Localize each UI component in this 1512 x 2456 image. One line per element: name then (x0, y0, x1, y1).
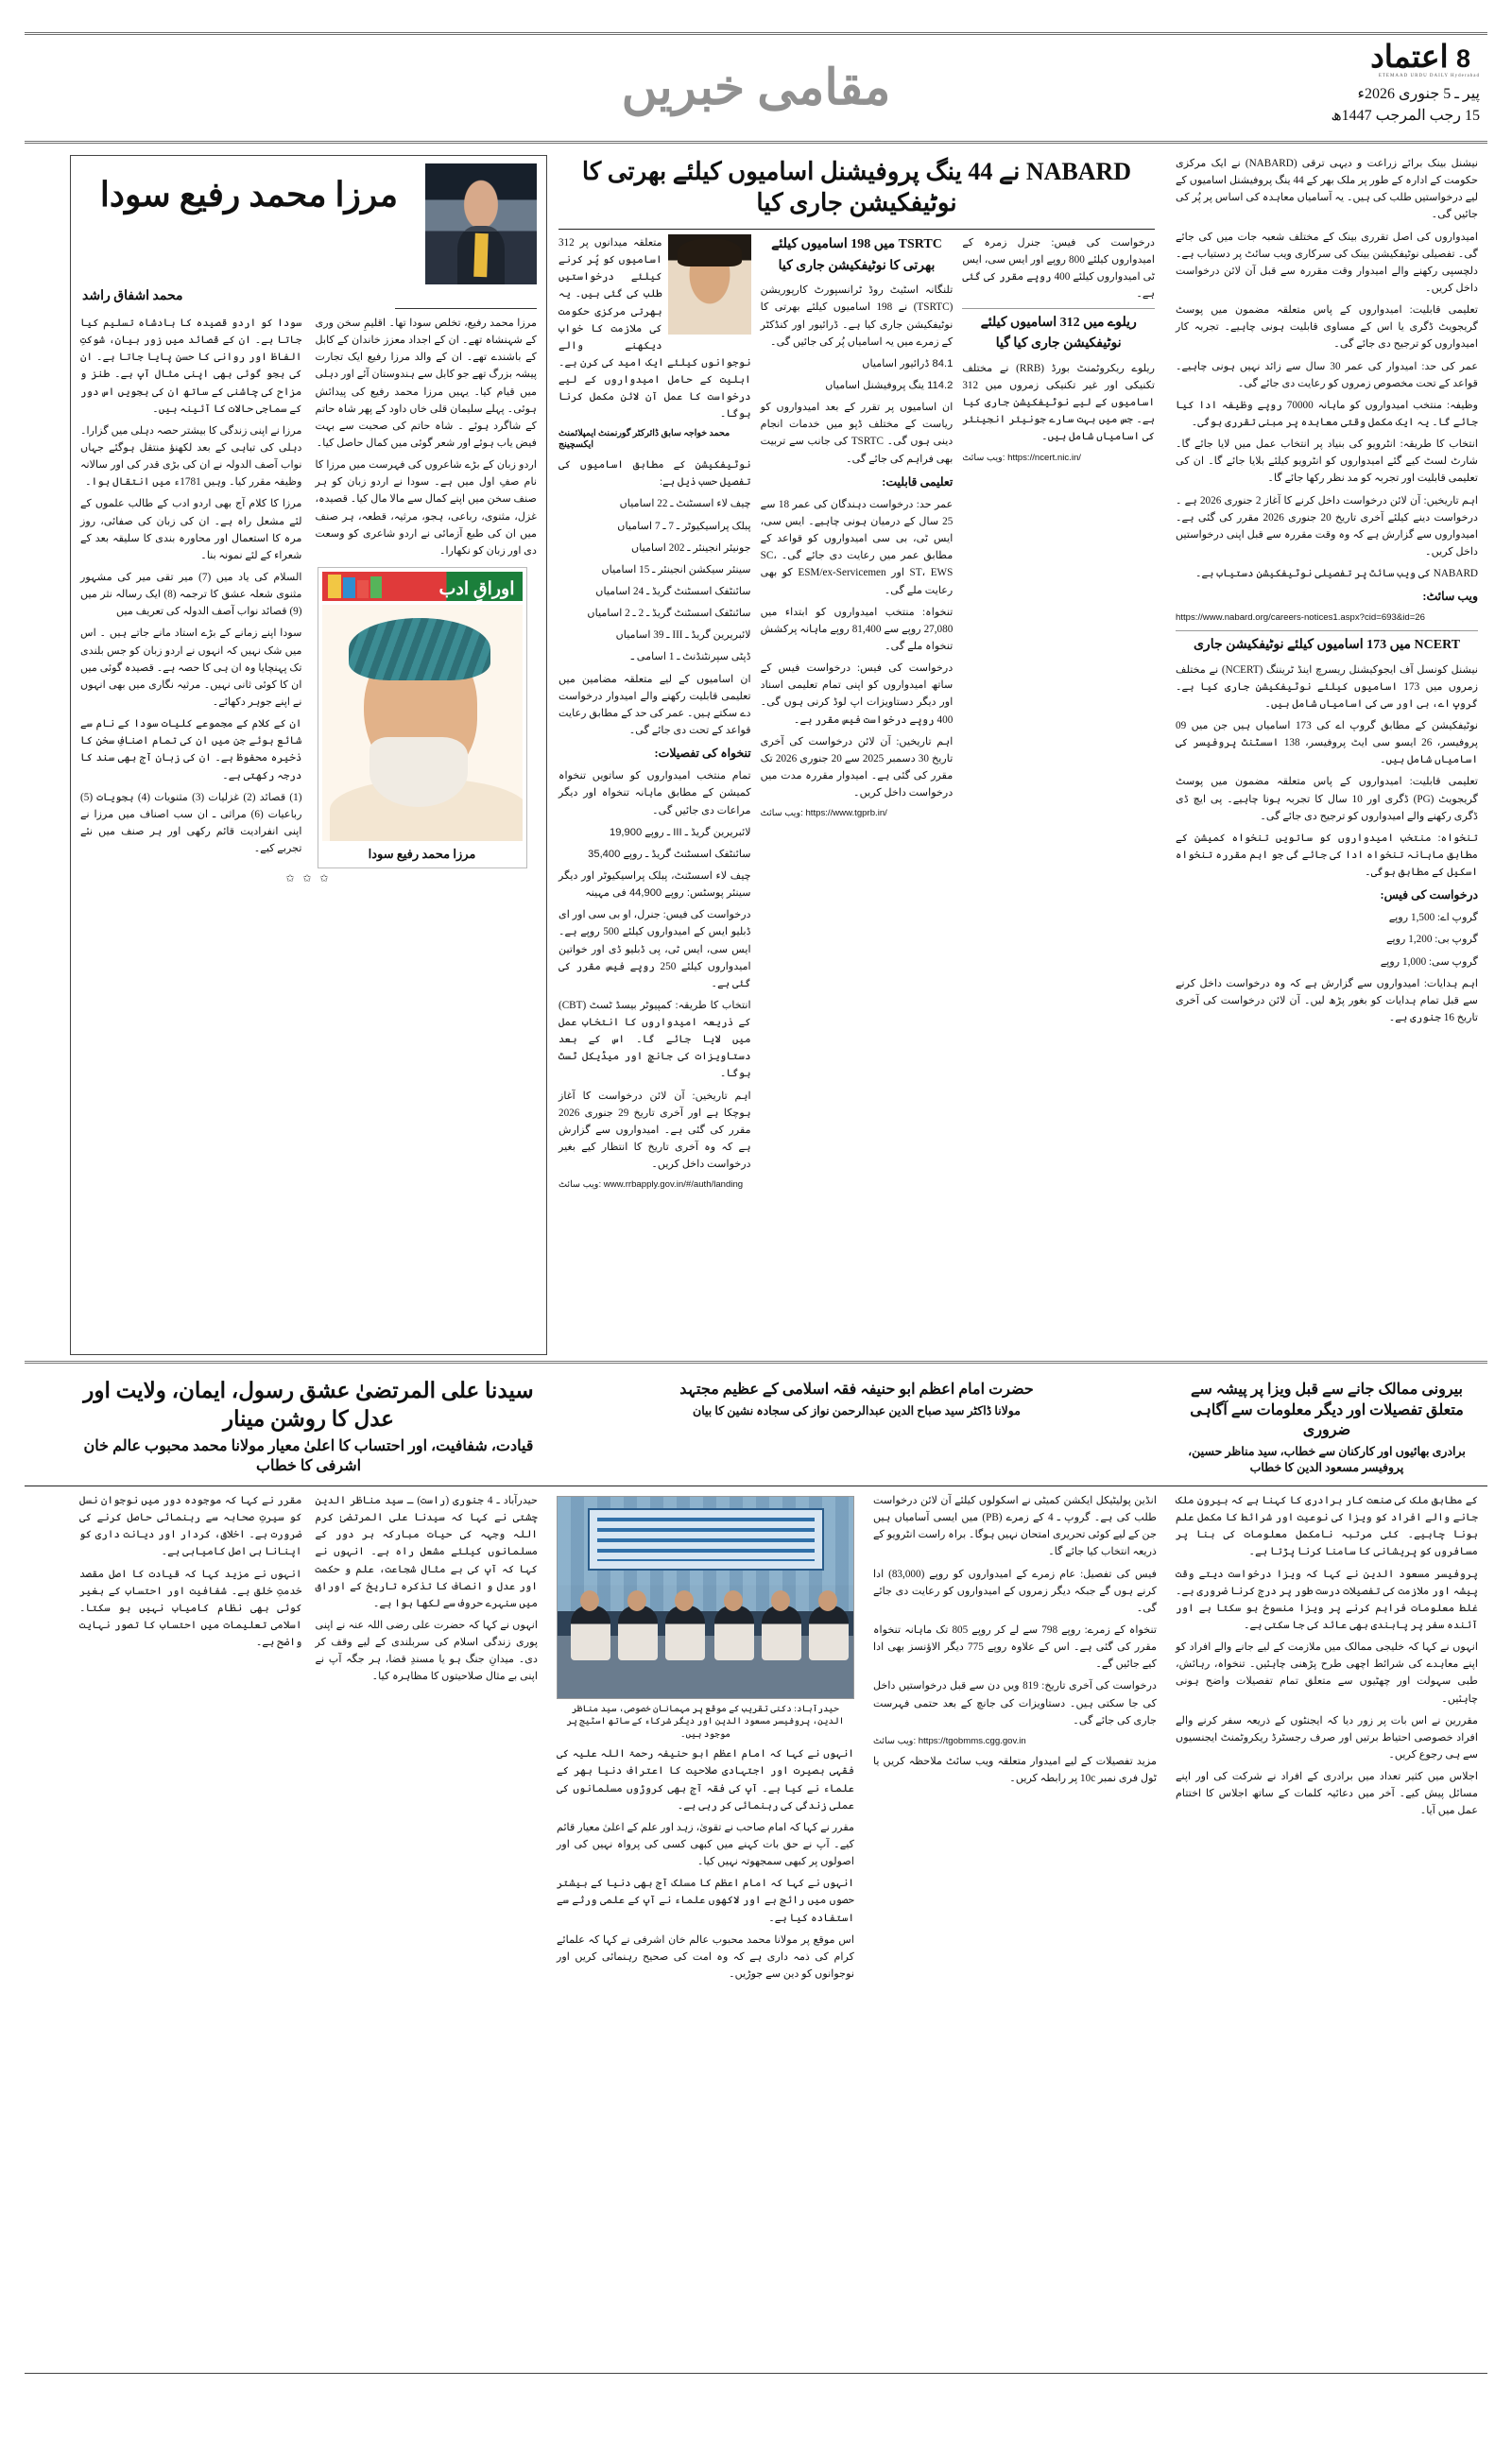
ncert-p: NABARD کی ویب سائٹ پر تفصیلی نوٹیفکیشن دستیاب ہے۔ (1194, 568, 1478, 580)
ncert-p: تعلیمی قابلیت: امیدواروں کے پاس متعلقہ مضمون میں پوسٹ گریجویٹ ڈگری یا اس کے مساوی قابلیت ہونی چاہیے۔ تجربہ کار امیدواروں کو ترجیح دی جائے گی۔ (1176, 304, 1478, 351)
ncert-website-label: ویب سائٹ: (1422, 590, 1478, 604)
headline-visa: بیرونی ممالک جانے سے قبل ویزا پر پیشہ سے متعلق تفصیلات اور دیگر معلومات سے آگاہی ضروری (1190, 1382, 1464, 1439)
nabard-a-p: اہم تاریخیں: آن لائن درخواست کا آغاز ہوچکا ہے اور آخری تاریخ 29 جنوری 2026 مقرر کی گئی ہے۔ امیدواروں سے گزارش ہے کہ وہ آخری تاریخ کا انتظار کیے بغیر درخواست داخل کریں۔ (558, 1090, 751, 1171)
nabard-col-b (761, 234, 954, 1197)
date-hijri: 15 رجب المرجب 1447ھ (1331, 107, 1480, 124)
sauda-portrait-illustration (322, 605, 523, 841)
post-item: لائبریرین گریڈ ـ III ـ 39 اسامیاں (615, 629, 751, 642)
post-item: چیف لاء اسسٹنٹ ـ 22 اسامیاں (619, 498, 751, 510)
sauda-p: السلام کی یاد میں (7) میر تقی میر کی مشہور مثنوی شعلہ عشق کا ترجمہ (8) ایک رسالہ نثر میں (9) قصائد نواب آصف الدولہ کی تعریف میں (80, 571, 302, 618)
ncert-fee-label: درخواست کی فیس: (1380, 888, 1478, 902)
date-gregorian: پیر ـ 5 جنوری 2026ء (1357, 85, 1480, 102)
bottom-p: مزید تفصیلات کے لیے امیدوار متعلقہ ویب سائٹ ملاحظہ کریں یا ٹول فری نمبر 10c پر رابطہ کریں۔ (873, 1756, 1157, 1785)
nabard-a-p: نوٹیفکیشن کے مطابق اسامیوں کی تفصیل حسب ذیل ہے: (558, 459, 751, 489)
headline-block-left (70, 1373, 547, 1481)
sauda-p: مرزا کا کلام آج بھی اردو ادب کے طالب علموں کے لئے مشعل راہ ہے۔ ان کی زبان کی صفائی، روز مرہ کا استعمال اور محاورہ بندی کا سلیقہ بعد کے شعراء کے لئے نمونہ بنا۔ (80, 498, 302, 561)
nabard-b-p: درخواست کی فیس: درخواست فیس کے ساتھ امیدواروں کو اپنی تمام تعلیمی اسناد اور دیگر دستاویزات اپ لوڈ کرنی ہوں گی۔ 400 روپے درخواست فیس مقرر ہے۔ (760, 662, 954, 726)
awraq-banner-label: اوراقِ ادب (438, 578, 515, 599)
bottom-p: اجلاس میں کثیر تعداد میں برادری کے افراد نے شرکت کی اور اپنے مسائل پیش کیے۔ آخر میں دعائیہ کلمات کے ساتھ اجلاس کا اختتام عمل میں آیا۔ (1176, 1771, 1478, 1817)
sauda-body (80, 315, 537, 869)
bottom-p: درخواست کی آخری تاریخ: 819 ویں دن سے قبل درخواستیں داخل کی جا سکتی ہیں۔ دستاویزات کی جانچ کے بعد حتمی فہرست جاری کی جائے گی۔ (873, 1680, 1157, 1726)
bottom-p: مقرر نے کہا کہ امام صاحب نے تقویٰ، زہد اور علم کے اعلیٰ معیار قائم کیے۔ آپ نے حق بات کہنے میں کبھی کسی کی پرواہ نہیں کی اور اصولوں پر کبھی سمجھوتہ نہیں کیا۔ (557, 1821, 854, 1868)
tsrtc-driver-count: 84.1 ڈرائیور اسامیاں (862, 357, 954, 369)
subheadline-imam: مولانا ڈاکٹر سید صباح الدین عبدالرحمن نواز کی سجادہ نشین کا بیان (693, 1403, 1021, 1417)
byline: محمد اشفاق راشد (82, 289, 183, 303)
headline-imam: حضرت امام اعظم ابو حنیفہ فقہ اسلامی کے عظیم مجتہد (679, 1382, 1034, 1398)
headline-block-center (547, 1373, 1166, 1481)
bottom-p: پروفیسر مسعود الدین نے کہا کہ ویزا درخواست دیتے وقت پیشہ اور ملازمت کی تفصیلات درست طور پر درج کرنا ضروری ہے۔ غلط معلومات فراہم کرنے پر ویزا منسوخ ہو سکتا ہے اور آئندہ سفر پر پابندی بھی عائد کی جا سکتی ہے۔ (1176, 1568, 1478, 1631)
sauda-p: سودا اپنے زمانے کے بڑے استاد مانے جاتے ہیں ۔ اس میں شک نہیں کہ انہوں نے اردو زبان کو جس بلندی تک پہنچایا وہ ان ہی کا حصہ ہے۔ قصیدہ گوئی میں ان کا کوئی ثانی نہیں۔ مرثیہ نگاری میں بھی انہوں نے اپنے جوہر دکھائے۔ (80, 627, 302, 708)
paper-logo-subtitle: ETEMAAD URDU DAILY Hyderabad (1378, 74, 1480, 79)
salary-item: لائبریرین گریڈ ـ III ـ روپے 19,900 (609, 826, 751, 838)
divider (558, 229, 1155, 230)
nabard-b-p: تلنگانہ اسٹیٹ روڈ ٹرانسپورٹ کارپوریشن (TSRTC) نے 198 اسامیوں کیلئے بھرتی کا نوٹیفکیشن جاری کیا ہے۔ ڈرائیور اور کنڈکٹر کے زمرے میں یہ اسامیاں پُر کی جائیں گی۔ (760, 284, 954, 348)
books-icon (328, 575, 383, 598)
nabard-a-p: ان اسامیوں کے لیے متعلقہ مضامین میں تعلیمی قابلیت رکھنے والے امیدوار درخواست دے سکتے ہیں۔ عمر کی حد کے مطابق رعایت قواعد کے تحت دی جائے گی۔ (558, 673, 751, 736)
sauda-p: اردو زبان کے بڑے شاعروں کی فہرست میں مرزا کا نام صفِ اول میں ہے۔ سودا نے اردو زبان کو ہر صنف سخن میں اپنے کمال سے مالا مال کیا۔ قصیدہ، غزل، مثنوی، رباعی، ہجو، مرثیہ، قطعہ، ہر صنف میں ان کی طبع آزمائی نے اردو شاعری کو وسعت دی اور زبان کو نکھارا۔ (315, 459, 537, 557)
nabard-c-p: درخواست کی فیس: جنرل زمرہ کے امیدواروں کیلئے 800 روپے اور ایس سی، ایس ٹی امیدواروں کیلئے 400 روپے مقرر کی گئی ہے۔ (962, 237, 1156, 301)
ncert-subheadline: NCERT میں 173 اسامیوں کیلئے نوٹیفکیشن جاری (1193, 637, 1461, 652)
post-item: جونیئر انجینئر ـ 202 اسامیاں (631, 541, 751, 554)
article-ncert (1166, 155, 1487, 1355)
nabard-b-p: اہم تاریخیں: آن لائن درخواست کی آخری تاریخ 30 دسمبر 2025 سے 20 جنوری 2026 تک مقرر کی گئی ہے۔ امیدوار مقررہ مدت میں درخواست داخل کریں۔ (760, 735, 954, 799)
author-photo (425, 163, 537, 284)
awraq-banner (322, 572, 523, 601)
tsrtc-yp-count: 114.2 ینگ پروفیشنل اسامیاں (825, 380, 954, 392)
portrait-caption: مرزا محمد رفیع سودا (368, 846, 476, 861)
ncert-p: اہم تاریخیں: آن لائن درخواست داخل کرنے کا آغاز 2 جنوری 2026 ہے ۔ درخواست دینے کیلئے آخری تاریخ 20 جنوری 2026 مقرر کی گئی ہے۔ امیدواروں سے گزارش ہے کہ وہ وقت مقررہ سے قبل اپنی درخواستیں داخل کریں۔ (1176, 494, 1478, 558)
nabard-columns (558, 234, 1155, 1197)
ncert-p: عمر کی حد: امیدوار کی عمر 30 سال سے زائد نہیں ہونی چاہیے۔ قواعد کے تحت مخصوص زمروں کو رعایت دی جائے گی۔ (1176, 360, 1478, 389)
salary-item: سائنٹفک اسسٹنٹ گریڈ ـ روپے 35,400 (588, 848, 751, 860)
divider (962, 308, 1155, 309)
divider (395, 308, 537, 309)
divider (25, 1361, 1487, 1364)
ncert-p: نیشنل کونسل آف ایجوکیشنل ریسرچ اینڈ ٹریننگ (NCERT) نے مختلف زمروں میں 173 اسامیوں کیلئے نوٹیفکیشن جاری کیا ہے۔ گروپ اے، بی اور سی کی اسامیاں شامل ہیں۔ (1176, 663, 1478, 710)
nabard-b-p: ان اسامیوں پر تقرر کے بعد امیدواروں کو ریاست کے مختلف ڈپو میں خدمات انجام دینی ہوں گی۔ TSRTC کی جانب سے تربیت بھی فراہم کی جائے گی۔ (760, 402, 954, 465)
event-photo (557, 1496, 854, 1699)
top-zone (25, 155, 1487, 1355)
ncert-p: نیشنل بینک برائے زراعت و دیہی ترقی (NABARD) نے ایک مرکزی حکومت کے ادارہ کے طور پر ملک بھر کے 44 ینگ پروفیشنل اسامیوں کے لیے درخواستیں طلب کی ہیں۔ یہ آسامیاں معاہدہ کی اساس پر پُر کی جائیں گی۔ (1176, 158, 1478, 221)
sauda-p: ان کے کلام کے مجموعے کلیات سودا کے نام سے شائع ہوئے جن میں ان کی تمام اصنافِ سخن کا ذخیرہ محفوظ ہے۔ ان کی زبان آج بھی سند کا درجہ رکھتی ہے۔ (80, 718, 302, 781)
ncert-p: اہم ہدایات: امیدواروں سے گزارش ہے کہ وہ درخواست داخل کرنے سے قبل تمام ہدایات کو بغور پڑھ لیں۔ آن لائن درخواست کی آخری تاریخ 16 جنوری ہے۔ (1176, 977, 1478, 1024)
nabard-b-p: عمر حد: درخواست دہندگان کی عمر 18 سے 25 سال کے درمیان ہونی چاہیے۔ ایس سی، ایس ٹی، بی سی امیدواروں کو قواعد کے مطابق عمر میں رعایت دی جائے گی۔ SC، ST، EWS اور ESM/ex-Servicemen کو بھی رعایت ملے گی۔ (760, 498, 954, 596)
subheadline-ali: قیادت، شفافیت، اور احتساب کا اعلیٰ معیار مولانا محمد محبوب عالم خان اشرفی کا خطاب (83, 1437, 534, 1475)
ncert-p: امیدواروں کی اصل تقرری بینک کے مختلف شعبہ جات میں کی جائے گی۔ تفصیلی نوٹیفکیشن بینک کی سرکاری ویب سائٹ پر دستیاب ہے۔ دلچسپی رکھنے والے امیدوار وقت مقررہ سے قبل آن لائن درخواست داخل کریں۔ (1176, 231, 1478, 294)
post-item: سینئر سیکشن انجینئر ـ 15 اسامیاں (601, 563, 751, 575)
ncert-fee-a: گروپ اے: 1,500 روپے (1388, 912, 1478, 924)
nabard-c-url[interactable]: ویب سائٹ: https://ncert.nic.in/ (962, 452, 1081, 463)
subheadline-visa: برادری بھائیوں اور کارکنان سے خطاب، سید مناظر حسین، پروفیسر مسعود الدین کا خطاب (1188, 1444, 1466, 1475)
bottom-p: کے مطابق ملک کی صنعت کار برادری کا کہنا ہے کہ بیرونِ ملک جانے والے افراد کو ویزا کی نوعیت اور شرائط کا مکمل علم ہونا چاہیے۔ کئی مرتبہ نامکمل معلومات کی بنا پر مسافروں کو پریشانی کا سامنا کرنا پڑتا ہے۔ (1176, 1494, 1478, 1558)
footer-rule (25, 2373, 1487, 2374)
sauda-p: سودا کو اردو قصیدہ کا بادشاہ تسلیم کیا جاتا ہے۔ ان کے قصائد میں زور بیان، شوکتِ الفاظ اور روانی کا حسن پایا جاتا ہے۔ ان کی ہجو گوئی بھی اپنی مثال آپ ہے۔ طنز و مزاح کی چاشنی کے ساتھ ان کی ہجویں اس دور کے سماجی حالات کا آئینہ ہیں۔ (80, 318, 302, 415)
awraq-adab-box (318, 567, 527, 868)
section-title: مقامی خبریں (621, 61, 891, 115)
rrb-subheadline: ریلوے میں 312 اسامیوں کیلئے نوٹیفکیشن جاری کیا گیا (980, 315, 1137, 352)
salary-label: تنخواہ کی تفصیلات: (654, 747, 751, 761)
bottom-p: تنخواہ کے زمرے: روپے 798 سے لے کر روپے 805 تک ماہانہ تنخواہ مقرر کی گئی ہے۔ اس کے علاوہ روپے 775 دیگر الاؤنسز بھی ادا کیے جائیں گے۔ (873, 1623, 1158, 1671)
nabard-b-p: تنخواہ: منتخب امیدواروں کو ابتداء میں 27,080 روپے سے 81,400 روپے ماہانہ پرکشش تنخواہ ملے گی۔ (760, 606, 954, 652)
salary-item: چیف لاء اسسٹنٹ، پبلک پراسیکیوٹر اور دیگر سینئر پوسٹس: روپے 44,900 فی مہینہ (558, 869, 751, 900)
sauda-p: مرزا نے اپنی زندگی کا بیشتر حصہ دہلی میں گزارا۔ دہلی کی تباہی کے بعد لکھنؤ منتقل ہوگئے جہاں نواب آصف الدولہ نے ان کی بڑی قدر کی اور سالانہ وظیفہ مقرر کیا۔ وہیں 1781ء میں انتقال ہوا۔ (80, 424, 302, 489)
headline-block-right (1166, 1373, 1487, 1481)
bottom-zone (25, 1492, 1487, 2456)
ncert-p: تنخواہ: منتخب امیدواروں کو ساتویں تنخواہ کمیشن کے مطابق ماہانہ تنخواہ ادا کی جائے گی جو اہم مقررہ تنخواہ اسکیل کے مطابق ہوگی۔ (1176, 832, 1478, 879)
sauda-header (80, 163, 537, 284)
divider (1176, 630, 1478, 631)
post-item: سائنٹفک اسسٹنٹ گریڈ ـ 2 ـ 2 اسامیاں (587, 608, 751, 620)
nabard-col-c (962, 234, 1155, 1197)
post-item: سائنٹفک اسسٹنٹ گریڈ ـ 24 اسامیاں (595, 586, 751, 598)
masthead (25, 32, 1487, 144)
nabard-a-p: تمام منتخب امیدواروں کو ساتویں تنخواہ کمیشن کے مطابق ماہانہ تنخواہ اور دیگر مراعات دی جائیں گی۔ (558, 770, 751, 816)
tsrtc-qualification-label: تعلیمی قابلیت: (882, 474, 954, 489)
mid-headline-strip (25, 1373, 1487, 1481)
bottom-p: مقررین نے اس بات پر زور دیا کہ ایجنٹوں کے ذریعہ سفر کرنے والے افراد خصوصی احتیاط برتیں اور صرف رجسٹرڈ ریکروٹمنٹ ایجنسیوں سے ہی رجوع کریں۔ (1176, 1714, 1478, 1760)
bottom-p: انڈین پولیٹیکل ایکشن کمیٹی نے اسکولوں کیلئے آن لائن درخواست طلب کی ہے۔ گروپ ـ 4 کے زمرے (PB) میں ایسی آسامیاں ہیں جن کے لیے کوئی تحریری امتحان نہیں ہوگا۔ براہ راست انٹرویو کے ذریعہ انتخاب کیا جائے گا۔ (873, 1494, 1158, 1558)
rrb-url[interactable]: ویب سائٹ: www.rrbapply.gov.in/#/auth/landing (558, 1179, 744, 1191)
bottom-col-notices (864, 1492, 1166, 2456)
tsrtc-url[interactable]: ویب سائٹ: https://www.tgprb.in/ (760, 808, 887, 819)
end-ornament: ✩ ✩ ✩ (285, 872, 332, 885)
article-nabard (547, 155, 1166, 1355)
ncert-p: نوٹیفکیشن کے مطابق گروپ اے کی 173 اسامیاں ہیں جن میں 09 پروفیسر، 26 ایسو سی ایٹ پروفیسر، 138 اسسٹنٹ پروفیسر کی اسامیاں شامل ہیں۔ (1176, 719, 1479, 766)
sauda-p: (1) قصائد (2) غزلیات (3) مثنویات (4) ہجویات (5) رباعیات (6) مراثی ـ ان سب اصناف میں مرزا نے اپنی انفرادیت قائم رکھی اور ہر صنف میں نئے تجربے کیے۔ (80, 791, 302, 855)
bottom-p: انہوں نے کہا کہ خلیجی ممالک میں ملازمت کے لیے جانے والے افراد کو اپنے معاہدے کی شرائط اچھی طرح پڑھنی چاہئیں۔ تنخواہ، رہائش، طبی سہولت اور چھٹیوں سے متعلق تمام تفصیلات واضح ہونی چاہئیں۔ (1176, 1641, 1478, 1705)
post-item: پبلک پراسیکیوٹر ـ 7 ـ 7 اسامیاں (617, 520, 751, 532)
nabard-a-p: متعلقہ میدانوں پر 312 اسامیوں کو پُر کرنے کیلئے درخواستیں طلب کی گئی ہیں۔ یہ بھرتی مرکزی حکومت کی ملازمت کا خواب دیکھنے والے نوجوانوں کیلئے ایک امید کی کرن ہے۔ اہلیت کے حامل امیدواروں کے لیے درخواست کا عمل آن لائن مکمل کرنا ہوگا۔ (558, 237, 751, 421)
newspaper-page (0, 32, 1512, 2395)
event-photo-caption: حیدرآباد: دکنی تقریب کے موقع پر مہمانانِ خصوصی، سید مناظر الدین، پروفیسر مسعود الدین اور دیگر شرکاء کے ساتھ اسٹیج پر موجود ہیں۔ (566, 1703, 845, 1740)
nabard-c-p: ریلوے ریکروٹمنٹ بورڈ (RRB) نے مختلف تکنیکی اور غیر تکنیکی زمروں میں 312 اسامیوں کے لیے نوٹیفکیشن جاری کیا ہے۔ جس میں بہت سارے جونیئر انجینئر کی اسامیاں شامل ہیں۔ (962, 362, 1155, 443)
ncert-url[interactable]: https://www.nabard.org/careers-notices1.aspx?cid=693&id=26 (1176, 612, 1425, 624)
tgobmms-url[interactable]: ویب سائٹ: https://tgobmms.cgg.gov.in (873, 1735, 1026, 1746)
ncert-p: انتخاب کا طریقہ: انٹرویو کی بنیاد پر انتخاب عمل میں لایا جائے گا۔ شارٹ لسٹ کیے گئے امیدواروں کو انٹرویو کیلئے بلایا جائے گا۔ ان کی تعلیمی قابلیت اور تجربہ کو مد نظر رکھا جائے گا۔ (1176, 438, 1478, 485)
bottom-p: انہوں نے کہا کہ امام اعظم کا مسلک آج بھی دنیا کے بیشتر حصوں میں رائج ہے اور لاکھوں علماء نے آپ کے علمی ورثے سے استفادہ کیا ہے۔ (557, 1878, 854, 1924)
page-number: 8 (1455, 44, 1470, 73)
ncert-p: وظیفہ: منتخب امیدواروں کو ماہانہ 70000 روپے وظیفہ ادا کیا جائے گا۔ یہ ایک مکمل وقتی معاہدہ پر مبنی تقرری ہوگی۔ (1176, 399, 1478, 428)
post-item: ڈپٹی سپرنٹنڈنٹ ـ 1 اسامی ـ (630, 651, 751, 663)
headline-ali: سیدنا علی المرتضیٰ عشق رسول، ایمان، ولایت اور عدل کا روشن مینار (83, 1379, 534, 1431)
bottom-p: انہوں نے کہا کہ امام اعظم ابو حنیفہ رحمۃ اللہ علیہ کی فقہی بصیرت اور اجتہادی صلاحیت کا اعتراف دنیا بھر کے علماء نے کیا ہے۔ آپ کی فقہ آج بھی کروڑوں مسلمانوں کی عملی زندگی کی رہنمائی کر رہی ہے۔ (557, 1748, 854, 1812)
bottom-col-ali (70, 1492, 547, 2456)
nabard-a-p: درخواست کی فیس: جنرل، او بی سی اور ای ڈبلیو ایس کے امیدواروں کیلئے 500 روپے ہے۔ ایس سی، ایس ٹی، پی ڈبلیو ڈی اور خواتین امیدواروں کیلئے 250 روپے فیس مقرر کی گئی ہے۔ (558, 909, 751, 989)
tsrtc-subheadline: TSRTC میں 198 اسامیوں کیلئے بھرتی کا نوٹیفکیشن جاری کیا (771, 237, 942, 273)
bottom-col-imam (547, 1492, 864, 2456)
photo-caption: محمد خواجہ سابق ڈائرکٹر گورنمنٹ ایمپلائمنٹ ایکسچینج (558, 428, 730, 451)
bottom-col-visa (1166, 1492, 1487, 2456)
nabard-col-a (558, 234, 751, 1197)
sauda-p: مرزا محمد رفیع، تخلص سودا تھا۔ اقلیمِ سخن وری کے شہنشاہ تھے۔ ان کے اجداد معزز خاندان کے کابل کے باشندے تھے۔ ان کے والد مرزا رفیع ایک تجارت پیشہ بزرگ تھے جو کابل سے ہندوستان آئے اور دہلی میں قیام کیا۔ یہیں مرزا محمد رفیع کی پیدائش ہوئی۔ پہلے سلیمان قلی خاں داود کے پھر شاہ حاتم کے شاگرد ہوئے ۔ شاہ حاتم کی صحبت سے بہت فیض یاب ہوئے اور شعر گوئی میں کمال حاصل کیا۔ (315, 318, 537, 449)
article-sauda (70, 155, 547, 1355)
ncert-p: تعلیمی قابلیت: امیدواروں کے پاس متعلقہ مضمون میں پوسٹ گریجویٹ (PG) ڈگری اور 10 سال کا تجربہ ہونا چاہیے۔ پی ایچ ڈی ڈگری رکھنے والے امیدواروں کو ترجیح دی جائے گی۔ (1176, 776, 1478, 822)
nabard-a-p: انتخاب کا طریقہ: کمپیوٹر بیسڈ ٹسٹ (CBT) کے ذریعہ امیدواروں کا انتخاب عمل میں لایا جائے گا۔ اس کے بعد دستاویزات کی جانچ اور میڈیکل ٹسٹ ہوگا۔ (558, 999, 751, 1080)
nabard-headline: NABARD نے 44 ینگ پروفیشنل اسامیوں کیلئے بھرتی کا نوٹیفکیشن جاری کیا (581, 158, 1132, 216)
avatar (668, 234, 751, 335)
ncert-fee-b: گروپ بی: 1,200 روپے (1385, 934, 1478, 946)
ncert-fee-c: گروپ سی: 1,000 روپے (1380, 955, 1478, 968)
sauda-headline: مرزا محمد رفیع سودا (99, 176, 399, 214)
bottom-p: انہوں نے کہا کہ حضرت علی رضی اللہ عنہ نے اپنی پوری زندگی اسلام کی سربلندی کے لیے وقف کر دی۔ میدانِ جنگ ہو یا مسندِ قضا، ہر جگہ آپ نے اپنی بے مثال صلاحیتوں کا مظاہرہ کیا۔ (315, 1619, 538, 1683)
bottom-p: مقرر نے کہا کہ موجودہ دور میں نوجوان نسل کو سیرتِ صحابہ سے رہنمائی حاصل کرنے کی ضرورت ہے۔ اخلاق، کردار اور دیانت داری کو اپنانا ہی اصل کامیابی ہے۔ (79, 1494, 302, 1558)
ncert-body (1176, 155, 1478, 1026)
paper-name: اعتماد (1370, 41, 1449, 75)
bottom-p: اس موقع پر مولانا محمد محبوب عالم خان اشرفی نے کہا کہ علمائے کرام کی ذمہ داری ہے کہ وہ امت کی صحیح رہنمائی کریں اور نوجوانوں کو دین سے جوڑیں۔ (557, 1933, 854, 1980)
bottom-p: حیدرآباد ـ 4 جنوری (راست) ـ سید مناظر الدین چشتی نے کہا کہ سیدنا علی المرتضیٰ کرم اللہ وجہہ کی حیات مبارکہ ہر دور کے مسلمانوں کیلئے مشعل راہ ہے۔ انہوں نے کہا کہ آپ کی بے مثال شجاعت، علم و حکمت اور عدل و انصاف کا تذکرہ تاریخ کے اوراق میں سنہرے حروف سے لکھا ہوا ہے۔ (315, 1494, 538, 1609)
bottom-p: فیس کی تفصیل: عام زمرے کے امیدواروں کو روپے (83,000) ادا کرنے ہوں گے جبکہ دیگر زمروں کے امیدواروں کو رعایت دی جائے گی۔ (873, 1568, 1157, 1614)
bottom-p: انہوں نے مزید کہا کہ قیادت کا اصل مقصد خدمتِ خلق ہے۔ شفافیت اور احتساب کے بغیر کوئی بھی نظام کامیاب نہیں ہو سکتا۔ اسلامی تعلیمات میں احتساب کا تصور نہایت واضح ہے۔ (79, 1568, 302, 1649)
